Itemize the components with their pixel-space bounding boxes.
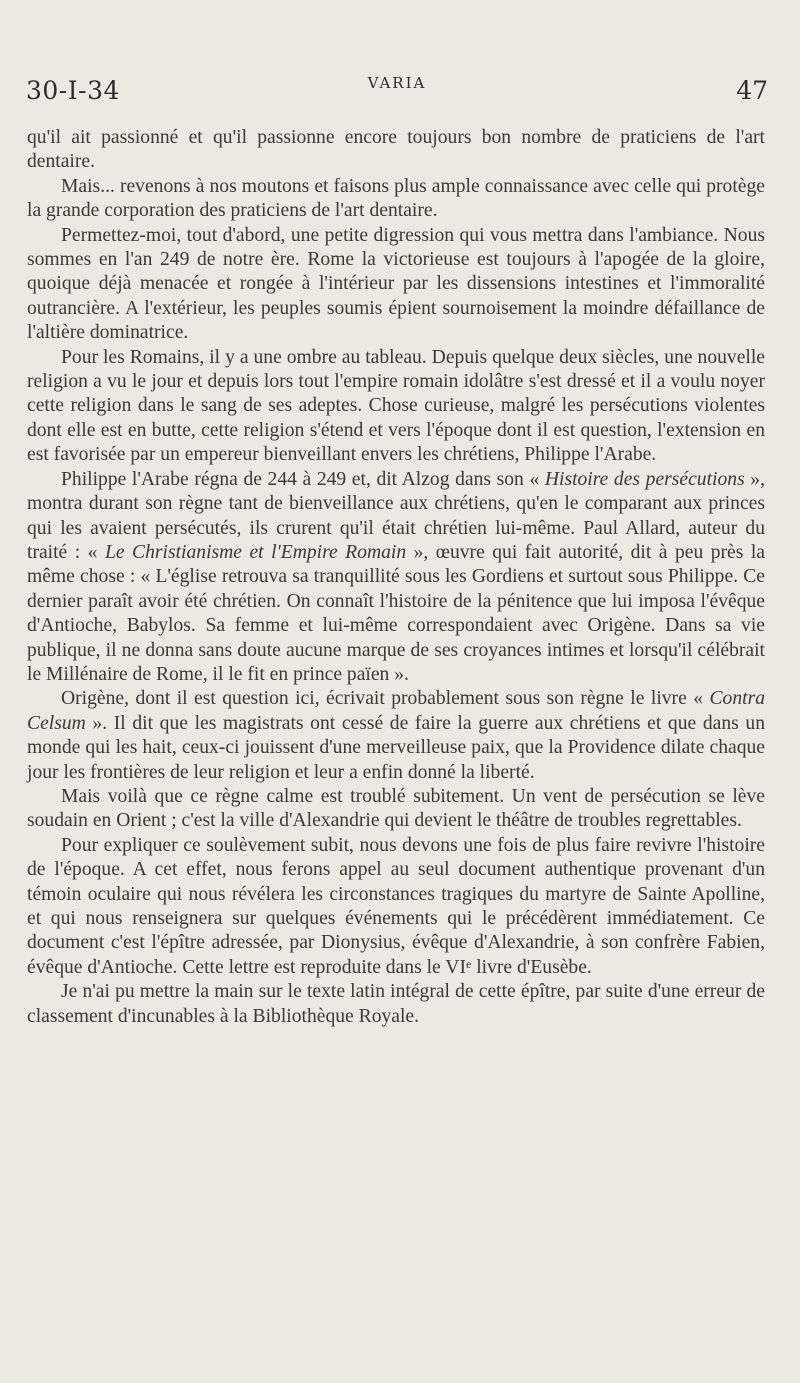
text-run: », montra durant son règne tant de bienveillance aux chrétiens, qu'en le comparant aux princes qui les avaient persécutés, ils crurent qu'il était chrétien lui-même. Paul Allard, auteur du traité : « — [27, 468, 765, 563]
text-run: Pour expliquer ce soulèvement subit, nous devons une fois de plus faire revivre l'histoire de l'époque. A cet effet, nous ferons appel au seul document authentique provenant d'un témoin oculaire qui nous révélera les circonstances tragiques du martyre de Sainte Apolline, et qui nous renseignera sur quelques événements qui le précédèrent immédiatement. Ce document c'est l'épître adressée, par Dionysius, évêque d'Alexandrie, à son confrère Fabien, évêque d'Antioche. Cette lettre est reproduite dans le VI — [27, 834, 765, 978]
paragraph — [27, 980, 765, 1029]
paragraph — [27, 126, 765, 175]
paragraph — [27, 346, 765, 468]
superscript: e — [465, 956, 472, 971]
text-run: Mais... revenons à nos moutons et faisons plus ample connaissance avec celle qui protège la grande corporation des praticiens de l'art dentaire. — [27, 175, 765, 222]
text-run: Philippe l'Arabe régna de 244 à 249 et, dit Alzog dans son « — [61, 468, 545, 490]
italic-title: Contra Celsum — [27, 688, 765, 734]
text-run: Origène, dont il est question ici, écrivait probablement sous son règne le livre « — [61, 688, 710, 710]
header-section-title: VARIA — [367, 74, 427, 92]
page-number: 47 — [736, 76, 768, 105]
text-run: Mais voilà que ce règne calme est troublé subitement. Un vent de persécution se lève soudain en Orient ; c'est la ville d'Alexandrie qui devient le théâtre de troubles regrettables. — [27, 785, 765, 832]
text-run: Permettez-moi, tout d'abord, une petite digression qui vous mettra dans l'ambiance. Nous sommes en l'an 249 de notre ère. Rome la victorieuse est toujours à l'apogée de la gloire, quoique déjà menacée et rongée à l'intérieur par les dissensions intestines et l'immoralité outrancière. A l'extérieur, les peuples soumis épient sournoisement la moindre défaillance de l'altière dominatrice. — [27, 224, 765, 344]
text-run: qu'il ait passionné et qu'il passionne encore toujours bon nombre de praticiens de l'art dentaire. — [27, 127, 765, 173]
paragraph — [27, 468, 765, 688]
header-date: 30-I-34 — [26, 76, 120, 105]
text-run: livre d'Eusèbe. — [471, 956, 592, 978]
text-run: Je n'ai pu mettre la main sur le texte latin intégral de cette épître, par suite d'une erreur de classement d'incunables à la Bibliothèque Royale. — [27, 981, 765, 1027]
text-run: », œuvre qui fait autorité, dit à peu près la même chose : « L'église retrouva sa tranquillité sous les Gordiens et surtout sous Philippe. Ce dernier paraît avoir été chrétien. On connaît l'histoire de la pénitence que lui imposa l'évêque d'Antioche, Babylos. Sa femme et lui-même correspondaient avec Origène. Dans sa vie publique, il ne donna sans doute aucune marque de ses croyances intimes et lorsqu'il célébrait le Millénaire de Rome, il le fit en prince païen ». — [27, 541, 766, 685]
italic-title: Le Christianisme et l'Empire Romain — [104, 541, 407, 563]
article-body — [27, 126, 765, 1029]
text-run: ». Il dit que les magistrats ont cessé de faire la guerre aux chrétiens et que dans un monde qui les hait, ceux-ci jouissent d'une merveilleuse paix, que la Providence dilate chaque jour les frontières de leur religion et leur a enfin donné la liberté. — [27, 712, 765, 783]
paragraph — [27, 224, 765, 346]
text-run: Pour les Romains, il y a une ombre au tableau. Depuis quelque deux siècles, une nouvelle religion a vu le jour et depuis lors tout l'empire romain idolâtre s'est dressé et il a voulu noyer cette religion dans le sang de ses adeptes. Chose curieuse, malgré les persécutions violentes dont elle est en butte, cette religion s'étend et vers l'époque dont il est question, l'extension en est favorisée par un empereur bienveillant envers les chrétiens, Philippe l'Arabe. — [27, 346, 765, 466]
paragraph — [27, 687, 765, 785]
paragraph — [27, 175, 765, 224]
italic-title: Histoire des persécutions — [544, 468, 745, 490]
paragraph — [27, 785, 765, 834]
running-header — [26, 74, 768, 104]
paragraph — [27, 834, 765, 980]
